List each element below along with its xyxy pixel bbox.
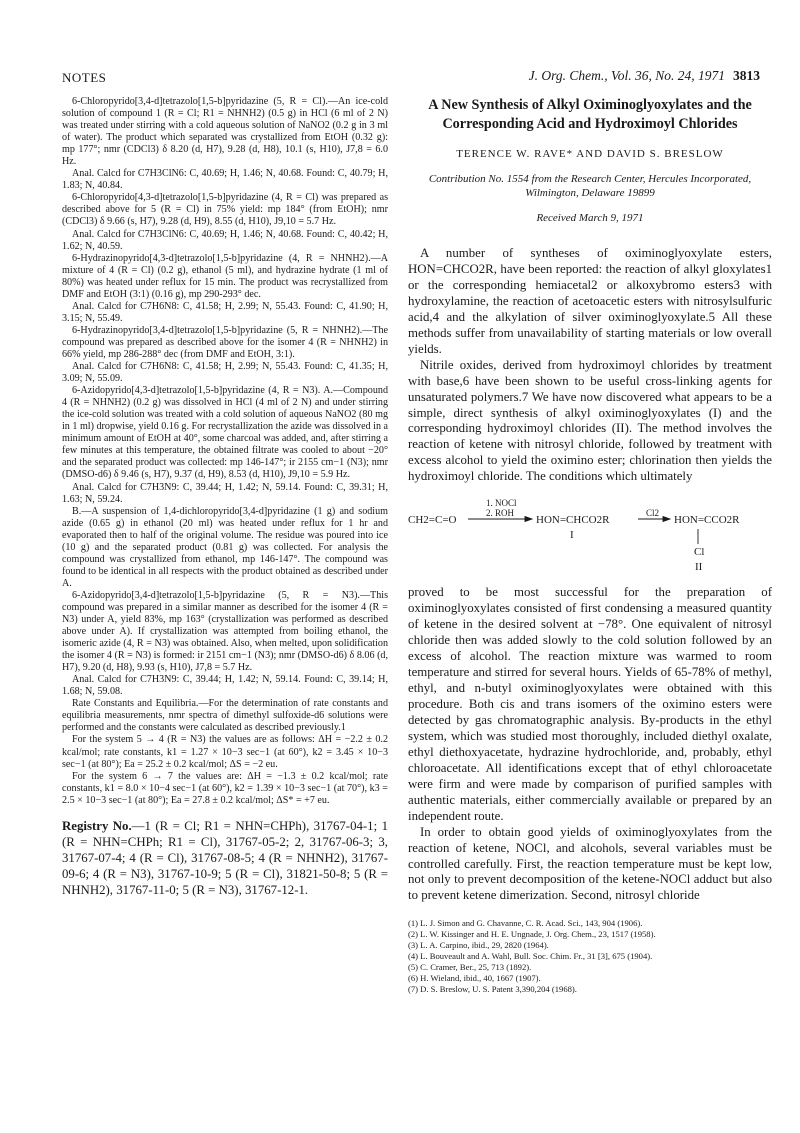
journal-citation: J. Org. Chem., Vol. 36, No. 24, 1971: [528, 68, 725, 83]
arrowhead-2: [663, 517, 670, 522]
step2-reagent: Cl2: [646, 508, 660, 519]
paragraph: Rate Constants and Equilibria.—For the determination of rate constants and equilibria measurements, nmr spectra of dimethyl sulfoxide-d6 solutions were performed and the constants were calculated as described previously.1: [62, 698, 388, 734]
paragraph: For the system 5 → 4 (R = N3) the values are as follows: ΔH = −2.2 ± 0.2 kcal/mol; rate constants, k1 = 1.27 × 10−3 sec−1 (at 60°), k2 = 3.45 × 10−3 sec−1 (at 80°); Ea = 25.2 ± 0.2 kcal/mol; ΔS = −2 eu.: [62, 734, 388, 770]
paragraph: Anal. Calcd for C7H6N8: C, 41.58; H, 2.99; N, 55.43. Found: C, 41.35; H, 3.09; N, 55.09.: [62, 361, 388, 385]
product2-label: II: [695, 561, 703, 574]
paragraph: Nitrile oxides, derived from hydroximoyl chlorides by treatment with base,6 have been shown to be useful cross-linking agents for unsaturated polymers.7 We have now discovered what appears to be a simple, direct synthesis of alkyl oximinoglyoxylates (I) and the corresponding hydroximoyl chlorides (II). The method involves the reaction of ketene with nitrosyl chloride, followed by treatment with excess alcohol to yield the oximino ester; chlorination then yields the hydroximoyl chloride. The conditions which ultimately: [408, 357, 772, 484]
reference-item: (1) L. J. Simon and G. Chavanne, C. R. Acad. Sci., 143, 904 (1906).: [408, 918, 643, 929]
registry-label: Registry No.: [62, 818, 132, 833]
paragraph: Anal. Calcd for C7H3N9: C, 39.44; H, 1.42; N, 59.14. Found: C, 39.14; H, 1.68; N, 59.08.: [62, 674, 388, 698]
product1-formula: HON=CHCO2R: [536, 514, 610, 527]
registry-text: —1 (R = Cl; R1 = NHN=CHPh), 31767-04-1; 1 (R = NHN=CHPh; R1 = Cl), 31767-05-2; 2, 31767-06-3; 3, 31767-07-4; 4 (R = Cl), 31767-08-5; 4 (R = NHNH2), 31767-09-6; 4 (R = N3), 31767-10-9; 5 (R = Cl), 31821-50-8; 5 (R = NHNH2), 31767-11-0; 5 (R = N3), 31767-12-1.: [62, 818, 388, 897]
article-body: [408, 246, 772, 485]
paragraph: Anal. Calcd for C7H3N9: C, 39.44; H, 1.42; N, 59.14. Found: C, 39.31; H, 1.63; N, 59.24.: [62, 481, 388, 505]
product1-label: I: [570, 529, 574, 542]
paragraph: In order to obtain good yields of oximinoglyoxylates from the reaction of ketene, NOCl, and alcohols, several variables must be controlled carefully. First, the reaction temperature must be kept low, not only to prevent decomposition of the ketene-NOCl adduct but also to prevent ketene dimerization. Second, nitrosyl chloride: [408, 824, 772, 903]
running-header-section: NOTES: [62, 70, 107, 85]
contribution-note: Contribution No. 1554 from the Research Center, Hercules Incorporated, Wilmington, Delaware 19899: [428, 173, 752, 199]
reference-item: (7) D. S. Breslow, U. S. Patent 3,390,204 (1968).: [408, 984, 577, 995]
received-date: Received March 9, 1971: [536, 212, 644, 224]
reference-item: (3) L. A. Carpino, ibid., 29, 2820 (1964).: [408, 940, 549, 951]
page-number: 3813: [733, 68, 760, 83]
paragraph: A number of syntheses of oximinoglyoxylate esters, HON=CHCO2R, have been reported: the reaction of alkyl gloxylates1 or the corresponding hemiacetal2 or alkoxybromo esters3 with hydroxylamine, the reaction of acetoacetic esters with nitrosylsulfuric acid,4 and the alkylation of silver oximinoglyoxylate.5 All these methods suffer from unavailability of starting materials or low overall yields.: [408, 246, 772, 356]
paragraph: 6-Chloropyrido[3,4-d]tetrazolo[1,5-b]pyridazine (5, R = Cl).—An ice-cold solution of compound 1 (R = Cl; R1 = NHNH2) (0.5 g) in HCl (6 ml of 2 N) was treated under stirring with a cold aqueous solution of NaNO2 (0.2 g in 3 ml of water). The product which separated was crystallized from EtOH (0.32 g): mp 177°; nmr (CDCl3) δ 8.20 (d, H7), 9.28 (d, H8), 10.1 (s, H10), J7,8 = 6.0 Hz.: [62, 96, 388, 168]
paragraph: 6-Hydrazinopyrido[3,4-d]tetrazolo[1,5-b]pyridazine (5, R = NHNH2).—The compound was prepared as described above for the isomer 4 (R = NHNH2) in 66% yield, mp 286-288° dec (from DMF and EtOH, 3:1).: [62, 324, 388, 360]
reaction-scheme-drawing: [408, 493, 772, 575]
paragraph: 6-Chloropyrido[4,3-d]tetrazolo[1,5-b]pyridazine (4, R = Cl) was prepared as described above for 5 (R = Cl) in 75% yield: mp 184° (from EtOH); nmr (CDCl3) δ 9.66 (s, H7), 9.28 (d, H9), 8.55 (d, H10), J9,10 = 5.7 Hz.: [62, 192, 388, 228]
running-header-journal: [529, 68, 760, 84]
reference-item: (5) C. Cramer, Ber., 25, 713 (1892).: [408, 962, 532, 973]
product2-substituent: Cl: [694, 546, 705, 559]
registry-numbers: [62, 819, 388, 899]
paragraph: proved to be most successful for the preparation of oximinoglyoxylates consisted of first condensing a measured quantity of ketene in the desired solvent at −78°. One equivalent of nitrosyl chloride then was added slowly to the cold solution followed by an excess of alcohol. The reaction mixture was warmed to room temperature and stirred for several hours. Yields of 65-78% of methyl, ethyl, and n-butyl oximinoglyoxylates were obtained with this procedure. Both cis and trans isomers of the oximino esters were detected by gas chromatographic analysis. By-products in the ethyl system, which was studied most thoroughly, included diethyl oxalate, ethyl diethoxyacetate, hydrazine hydrochloride, and, probably, ethyl chloroacetate. All identifications except that of ethyl chloroacetate were firm and were made by comparison of purified samples with authentic materials, either commercially available or prepared by an independent route.: [408, 585, 772, 823]
paragraph: 6-Azidopyrido[3,4-d]tetrazolo[1,5-b]pyridazine (5, R = N3).—This compound was prepared in a similar manner as described for the isomer 4 (R = N3) under A, yield 83%, mp 163° (crystallization was performed as described above under A). If crystallization was attempted from boiling ethanol, the isomeric azide (4, R = N3) was obtained. Also, when melted, upon solidification the isomer 4 (R = N3) is formed: ir 2151 cm−1 (N3); nmr (DMSO-d6) δ 8.06 (d, H7), 9.20 (d, H8), 9.93 (s, H10), J7,8 = 5.7 Hz.: [62, 589, 388, 674]
left-column: [62, 96, 388, 899]
article-authors: TERENCE W. RAVE* AND DAVID S. BRESLOW: [456, 148, 724, 160]
reference-item: (2) L. W. Kissinger and H. E. Ungnade, J. Org. Chem., 23, 1517 (1958).: [408, 929, 656, 940]
article-body-continued: [408, 585, 772, 904]
step1-reagent-a: 1. NOCl: [486, 498, 517, 509]
paragraph: 6-Hydrazinopyrido[4,3-d]tetrazolo[1,5-b]pyridazine (4, R = NHNH2).—A mixture of 4 (R = Cl) (0.2 g), ethanol (5 ml), and hydrazine hydrate (1 ml of 80%) was heated under reflux for 15 min. The product was recrystallized from DMF and EtOH (3:1) (0.16 g), mp 290-293° dec.: [62, 252, 388, 300]
right-column: [408, 96, 772, 995]
article-title: A New Synthesis of Alkyl Oximinoglyoxylates and the Corresponding Acid and Hydroximoyl Chlorides: [428, 97, 752, 132]
arrowhead-1: [525, 517, 532, 522]
reaction-scheme: [408, 493, 772, 575]
ketene-formula: CH2=C=O: [408, 514, 457, 527]
paragraph: Anal. Calcd for C7H3ClN6: C, 40.69; H, 1.46; N, 40.68. Found: C, 40.79; H, 1.83; N, 40.84.: [62, 168, 388, 192]
paragraph: Anal. Calcd for C7H3ClN6: C, 40.69; H, 1.46; N, 40.68. Found: C, 40.42; H, 1.62; N, 40.59.: [62, 228, 388, 252]
paragraph: B.—A suspension of 1,4-dichloropyrido[3,4-d]pyridazine (1 g) and sodium azide (0.65 g) in ethanol (20 ml) was heated under reflux for 1 hr and evaporated then to half of the original volume. The residue was poured into ice (10 g) and the separated product (0.81 g) was collected. For analysis the compound was crystallized from ethanol, mp 146-147°. The compound was found to be identical in all respects with the product obtained as described under A.: [62, 505, 388, 589]
product2-formula: HON=CCO2R: [674, 514, 740, 527]
reference-item: (6) H. Wieland, ibid., 40, 1667 (1907).: [408, 973, 541, 984]
paragraph: For the system 6 → 7 the values are: ΔH = −1.3 ± 0.2 kcal/mol; rate constants, k1 = 8.0 × 10−4 sec−1 (at 60°), k2 = 1.39 × 10−3 sec−1 (at 70°), k3 = 2.5 × 10−3 sec−1 (at 80°); Ea = 27.8 ± 0.2 kcal/mol; ΔS* = +7 eu.: [62, 770, 388, 806]
reference-item: (4) L. Bouveault and A. Wahl, Bull. Soc. Chim. Fr., 31 [3], 675 (1904).: [408, 951, 653, 962]
step1-reagent-b: 2. ROH: [486, 508, 515, 519]
paragraph: 6-Azidopyrido[4,3-d]tetrazolo[1,5-b]pyridazine (4, R = N3). A.—Compound 4 (R = NHNH2) (0.2 g) was dissolved in HCl (4 ml of 2 N) and under stirring the ice-cold solution was treated with a cold solution of aqueous NaNO2 (80 mg in 1 ml) dropwise, yield 0.16 g. For recrystallization the azide was dissolved in a minimum amount of EtOH at 40°, some charcoal was added, and, after stirring a few minutes at this temperature, the obtained filtrate was cooled to about −20° and the separated product was collected: mp 146-147°; ir 2155 cm−1 (N3); nmr (DMSO-d6) δ 9.46 (s, H7), 9.37 (d, H9), 8.53 (d, H10), J9,10 = 5.9 Hz.: [62, 385, 389, 481]
paragraph: Anal. Calcd for C7H6N8: C, 41.58; H, 2.99; N, 55.43. Found: C, 41.90; H, 3.15; N, 55.49.: [62, 300, 388, 324]
references: [408, 918, 772, 995]
